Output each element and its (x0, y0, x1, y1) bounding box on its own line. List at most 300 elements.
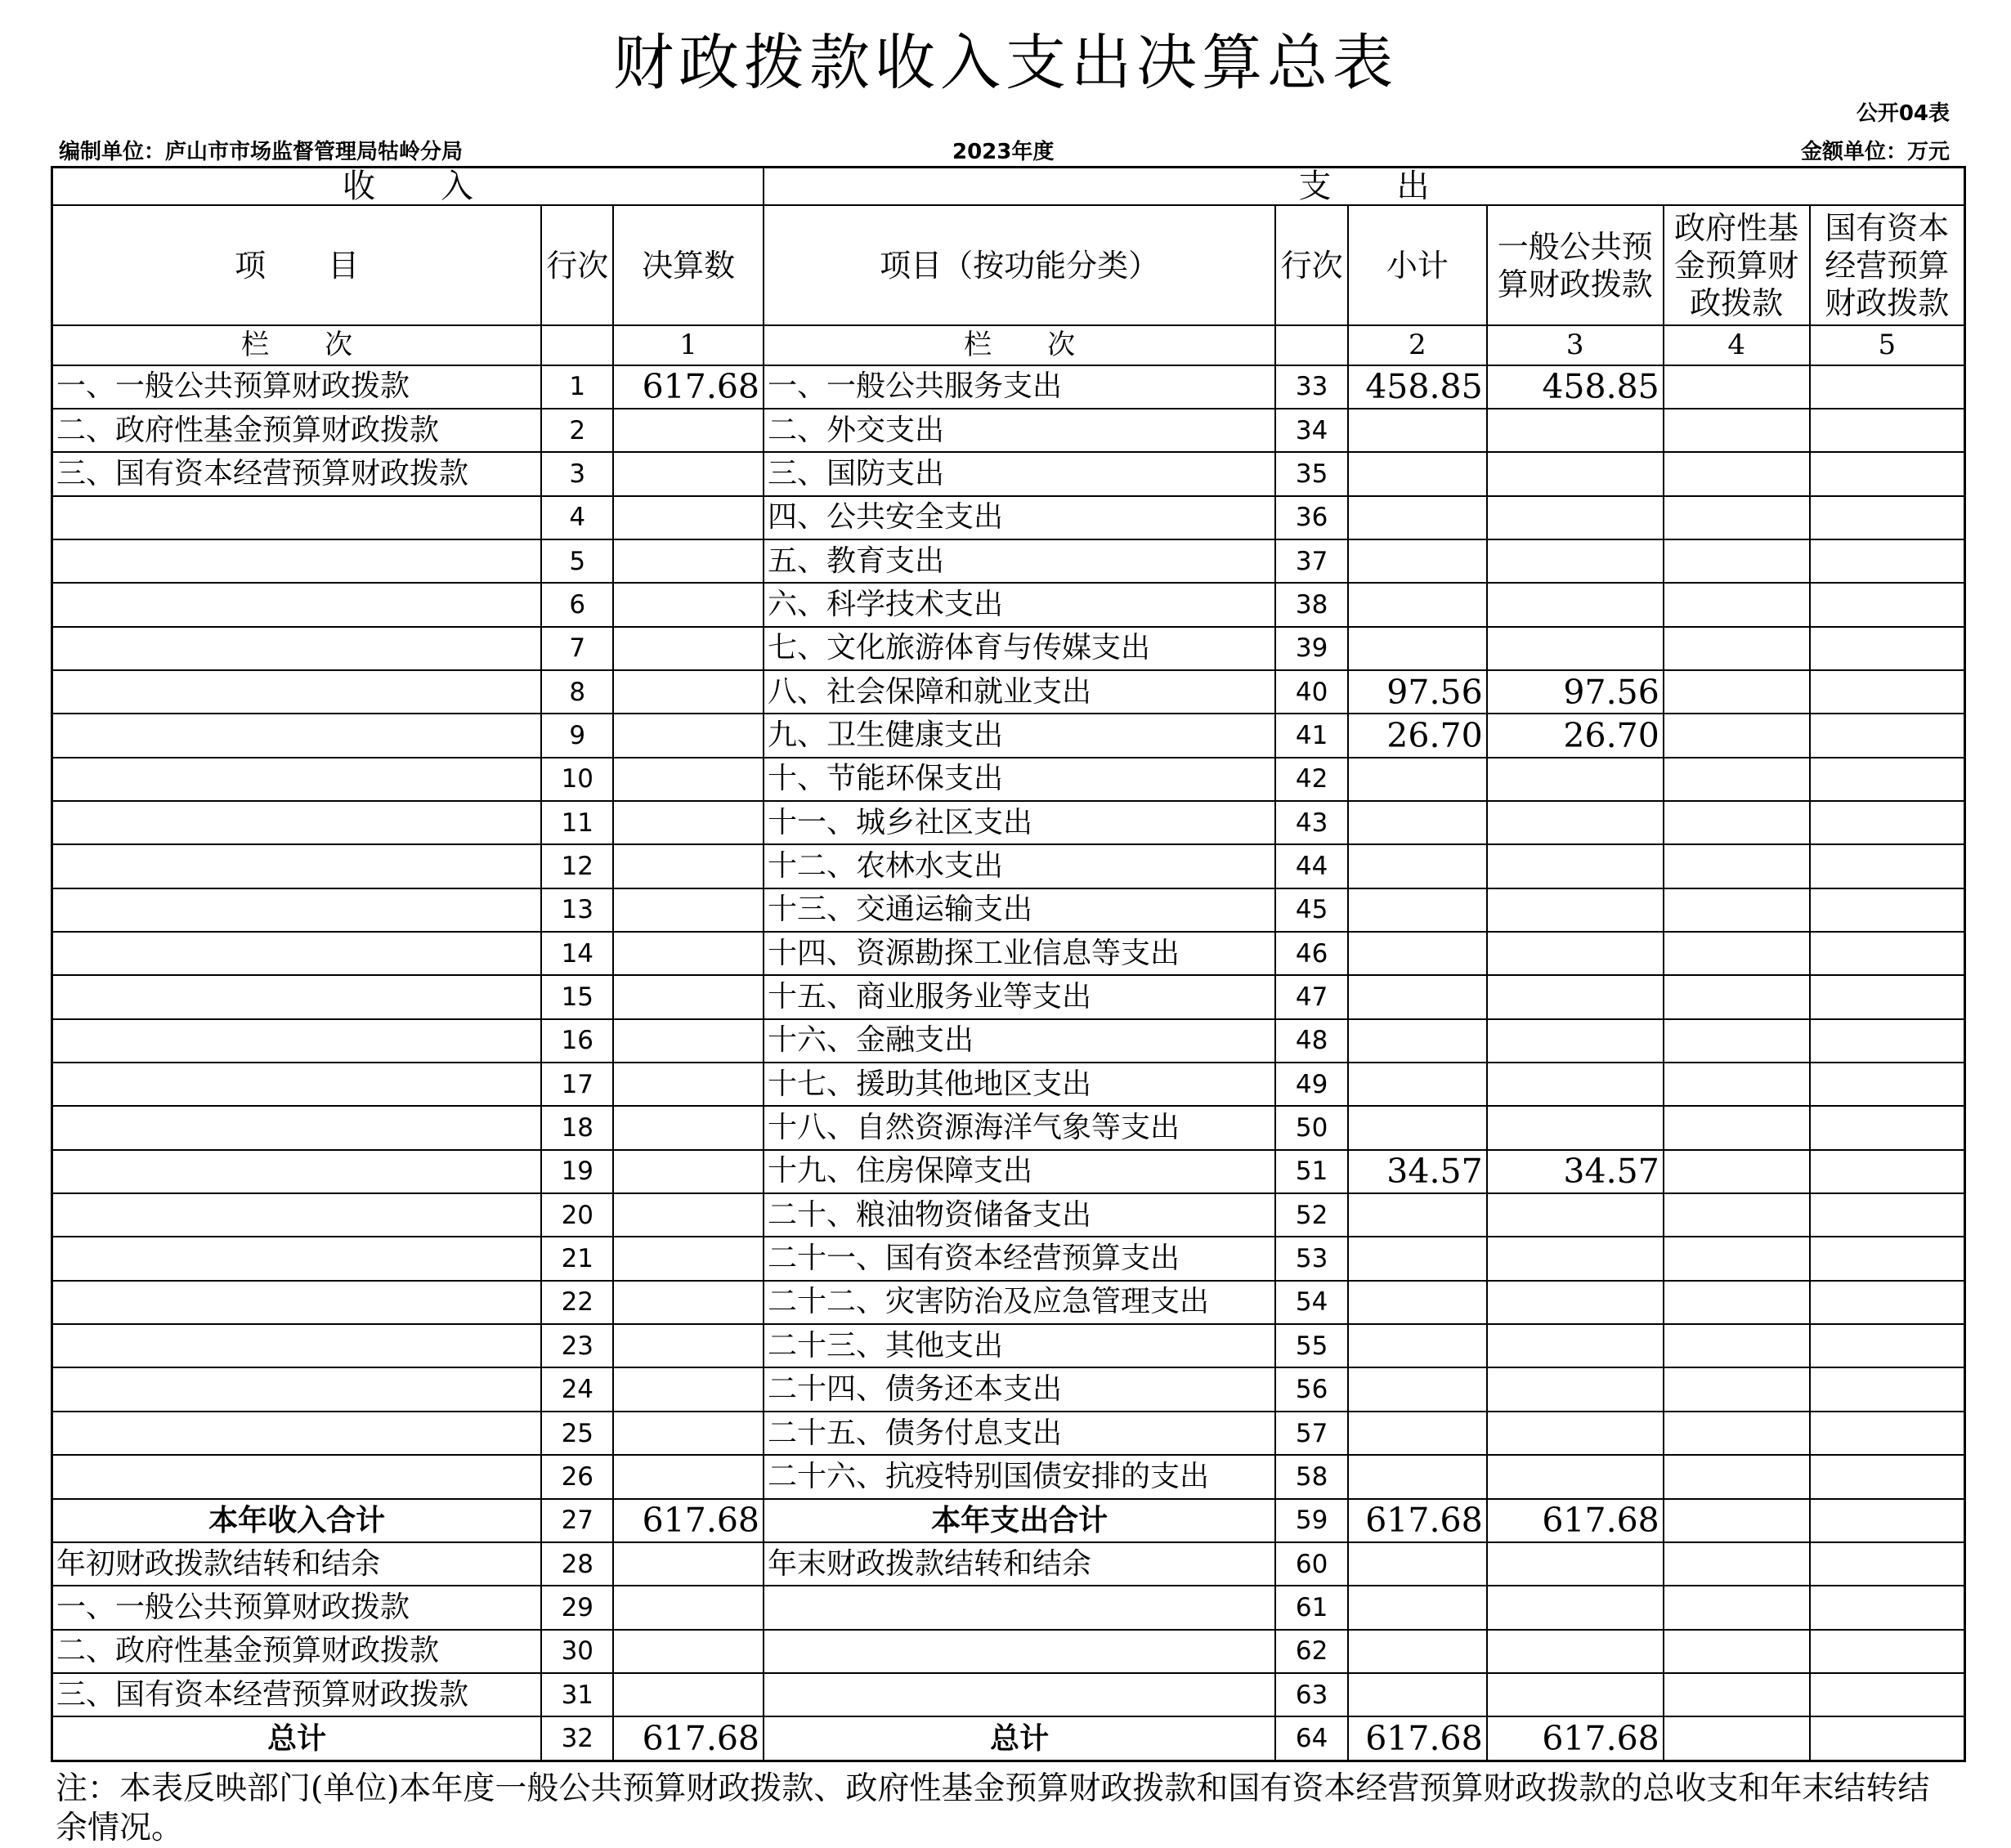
income-item-cell (52, 932, 542, 975)
table-row (52, 1237, 1965, 1280)
income-amount-cell (613, 932, 764, 975)
state-capital-cell (1810, 627, 1965, 670)
expense-item-cell: 二十五、债务付息支出 (764, 1412, 1275, 1455)
income-amount-cell (613, 1106, 764, 1149)
table-row (52, 1542, 1965, 1586)
general-budget-cell (1487, 758, 1664, 801)
expense-item-cell (764, 1673, 1275, 1716)
general-budget-cell (1487, 1542, 1664, 1586)
income-amount-cell (613, 1150, 764, 1193)
income-item-header: 项 目 (52, 205, 542, 325)
income-amount-cell: 617.68 (613, 365, 764, 409)
income-line-cell: 28 (541, 1542, 613, 1586)
income-line-cell: 8 (541, 670, 613, 714)
expense-line-cell: 34 (1275, 409, 1348, 452)
subtotal-cell (1348, 1455, 1487, 1498)
income-item-cell: 一、一般公共预算财政拨款 (52, 1586, 542, 1629)
subtotal-cell (1348, 975, 1487, 1018)
gov-fund-cell (1664, 932, 1810, 975)
table-row (52, 1716, 1965, 1761)
state-capital-cell (1810, 365, 1965, 409)
income-line-cell: 10 (541, 758, 613, 801)
table-row (52, 627, 1965, 670)
expense-section-header: 支 出 (764, 168, 1964, 206)
table-row (52, 452, 1965, 495)
expense-line-cell: 33 (1275, 365, 1348, 409)
expense-line-cell: 53 (1275, 1237, 1348, 1280)
table-row (52, 539, 1965, 583)
expense-line-cell: 51 (1275, 1150, 1348, 1193)
expense-item-cell: 总计 (764, 1716, 1275, 1761)
income-line-cell: 2 (541, 409, 613, 452)
gov-fund-cell (1664, 1019, 1810, 1063)
financial-summary-table (51, 166, 1966, 1762)
expense-line-cell: 46 (1275, 932, 1348, 975)
expense-item-cell: 二、外交支出 (764, 409, 1275, 452)
state-capital-header: 国有资本经营预算财政拨款 (1810, 205, 1965, 325)
general-budget-cell (1487, 844, 1664, 888)
income-amount-cell (613, 1367, 764, 1411)
amount-unit: 金额单位：万元 (1800, 140, 1950, 164)
expense-line-cell: 41 (1275, 714, 1348, 757)
general-budget-cell (1487, 1019, 1664, 1063)
expense-line-cell: 63 (1275, 1673, 1348, 1716)
subtotal-cell (1348, 627, 1487, 670)
form-code: 公开04表 (1856, 101, 1950, 126)
income-item-cell (52, 1193, 542, 1237)
income-line-cell: 4 (541, 496, 613, 539)
income-line-cell: 24 (541, 1367, 613, 1411)
income-item-cell (52, 1106, 542, 1149)
income-item-cell (52, 1150, 542, 1193)
expense-item-cell: 七、文化旅游体育与传媒支出 (764, 627, 1275, 670)
income-item-cell: 本年收入合计 (52, 1499, 542, 1542)
state-capital-cell (1810, 1063, 1965, 1106)
general-budget-cell (1487, 1281, 1664, 1324)
expense-item-cell: 二十六、抗疫特别国债安排的支出 (764, 1455, 1275, 1498)
general-budget-cell (1487, 1193, 1664, 1237)
gov-fund-cell (1664, 583, 1810, 626)
income-line-cell: 19 (541, 1150, 613, 1193)
income-item-cell (52, 844, 542, 888)
expense-line-cell: 40 (1275, 670, 1348, 714)
state-capital-cell (1810, 975, 1965, 1018)
general-budget-cell (1487, 801, 1664, 844)
income-amount-cell (613, 1063, 764, 1106)
general-budget-cell: 26.70 (1487, 714, 1664, 757)
income-line-cell: 30 (541, 1630, 613, 1673)
subtotal-cell: 34.57 (1348, 1150, 1487, 1193)
income-item-cell (52, 888, 542, 932)
general-budget-cell (1487, 1673, 1664, 1716)
expense-line-cell: 37 (1275, 539, 1348, 583)
state-capital-cell (1810, 1499, 1965, 1542)
table-row (52, 496, 1965, 539)
income-amount-cell (613, 1324, 764, 1367)
general-budget-cell (1487, 452, 1664, 495)
table-row (52, 1324, 1965, 1367)
table-row (52, 583, 1965, 626)
subtotal-cell (1348, 452, 1487, 495)
income-amount-cell (613, 1412, 764, 1455)
expense-item-cell: 九、卫生健康支出 (764, 714, 1275, 757)
subtotal-cell (1348, 409, 1487, 452)
gov-fund-cell (1664, 714, 1810, 757)
general-budget-cell (1487, 1063, 1664, 1106)
subtotal-cell (1348, 932, 1487, 975)
income-amount-cell (613, 496, 764, 539)
income-line-cell: 18 (541, 1106, 613, 1149)
expense-item-cell (764, 1630, 1275, 1673)
subtotal-cell (1348, 1281, 1487, 1324)
general-budget-cell (1487, 932, 1664, 975)
income-section-header: 收 入 (52, 168, 764, 206)
income-line-cell: 11 (541, 801, 613, 844)
table-row (52, 1367, 1965, 1411)
column-number-3: 3 (1487, 325, 1664, 365)
expense-item-cell: 二十一、国有资本经营预算支出 (764, 1237, 1275, 1280)
subtotal-cell (1348, 888, 1487, 932)
general-budget-cell (1487, 888, 1664, 932)
state-capital-cell (1810, 1193, 1965, 1237)
income-item-cell: 二、政府性基金预算财政拨款 (52, 409, 542, 452)
gov-fund-cell (1664, 409, 1810, 452)
gov-fund-cell (1664, 1412, 1810, 1455)
gov-fund-header: 政府性基金预算财政拨款 (1664, 205, 1810, 325)
expense-line-cell: 38 (1275, 583, 1348, 626)
income-line-cell: 26 (541, 1455, 613, 1498)
subtotal-cell (1348, 844, 1487, 888)
expense-item-cell: 十五、商业服务业等支出 (764, 975, 1275, 1018)
state-capital-cell (1810, 1455, 1965, 1498)
general-budget-cell (1487, 975, 1664, 1018)
expense-line-cell: 43 (1275, 801, 1348, 844)
gov-fund-cell (1664, 1586, 1810, 1629)
table-row (52, 1673, 1965, 1716)
table-row (52, 1019, 1965, 1063)
income-amount-cell (613, 452, 764, 495)
state-capital-cell (1810, 714, 1965, 757)
general-budget-cell (1487, 1586, 1664, 1629)
income-line-cell: 9 (541, 714, 613, 757)
income-line-cell: 17 (541, 1063, 613, 1106)
income-amount-cell (613, 1542, 764, 1586)
expense-line-cell: 59 (1275, 1499, 1348, 1542)
expense-item-cell: 六、科学技术支出 (764, 583, 1275, 626)
expense-line-cell: 54 (1275, 1281, 1348, 1324)
subtotal-cell (1348, 539, 1487, 583)
subtotal-cell: 458.85 (1348, 365, 1487, 409)
subtotal-cell (1348, 1106, 1487, 1149)
income-item-cell (52, 714, 542, 757)
expense-item-cell: 年末财政拨款结转和结余 (764, 1542, 1275, 1586)
table-row (52, 1630, 1965, 1673)
subtotal-cell (1348, 801, 1487, 844)
expense-item-cell: 十九、住房保障支出 (764, 1150, 1275, 1193)
state-capital-cell (1810, 1150, 1965, 1193)
income-amount-cell (613, 1193, 764, 1237)
expense-item-cell: 二十、粮油物资储备支出 (764, 1193, 1275, 1237)
general-budget-cell (1487, 1412, 1664, 1455)
income-line-cell: 29 (541, 1586, 613, 1629)
gov-fund-cell (1664, 496, 1810, 539)
table-row (52, 1586, 1965, 1629)
gov-fund-cell (1664, 1673, 1810, 1716)
subtotal-cell (1348, 1412, 1487, 1455)
expense-item-cell: 十三、交通运输支出 (764, 888, 1275, 932)
subtotal-cell (1348, 1063, 1487, 1106)
subtotal-cell (1348, 1193, 1487, 1237)
table-row (52, 975, 1965, 1018)
expense-item-cell (764, 1586, 1275, 1629)
income-item-cell: 总计 (52, 1716, 542, 1761)
income-line-cell: 5 (541, 539, 613, 583)
income-line-cell: 21 (541, 1237, 613, 1280)
income-item-cell: 一、一般公共预算财政拨款 (52, 365, 542, 409)
expense-item-cell: 二十三、其他支出 (764, 1324, 1275, 1367)
state-capital-cell (1810, 1324, 1965, 1367)
subtotal-cell: 617.68 (1348, 1499, 1487, 1542)
gov-fund-cell (1664, 365, 1810, 409)
state-capital-cell (1810, 758, 1965, 801)
expense-line-cell: 50 (1275, 1106, 1348, 1149)
general-budget-cell: 34.57 (1487, 1150, 1664, 1193)
subtotal-cell (1348, 758, 1487, 801)
subtotal-cell (1348, 1367, 1487, 1411)
income-amount-cell (613, 714, 764, 757)
state-capital-cell (1810, 1673, 1965, 1716)
income-amount-cell (613, 888, 764, 932)
income-amount-cell (613, 1673, 764, 1716)
income-line-cell: 3 (541, 452, 613, 495)
expense-item-cell: 十、节能环保支出 (764, 758, 1275, 801)
income-amount-cell (613, 583, 764, 626)
expense-line-cell: 61 (1275, 1586, 1348, 1629)
expense-line-cell: 58 (1275, 1455, 1348, 1498)
subtotal-cell (1348, 496, 1487, 539)
income-amount-cell (613, 1630, 764, 1673)
reporting-unit: 编制单位：庐山市市场监督管理局牯岭分局 (59, 140, 464, 164)
expense-item-cell: 十七、援助其他地区支出 (764, 1063, 1275, 1106)
state-capital-cell (1810, 496, 1965, 539)
expense-line-cell: 42 (1275, 758, 1348, 801)
state-capital-cell (1810, 1281, 1965, 1324)
expense-line-cell: 60 (1275, 1542, 1348, 1586)
gov-fund-cell (1664, 1716, 1810, 1761)
income-amount-cell: 617.68 (613, 1499, 764, 1542)
table-row (52, 1106, 1965, 1149)
expense-line-cell: 47 (1275, 975, 1348, 1018)
income-item-cell (52, 1237, 542, 1280)
income-line-cell: 27 (541, 1499, 613, 1542)
income-amount-cell (613, 539, 764, 583)
subtotal-cell: 97.56 (1348, 670, 1487, 714)
expense-item-cell: 十八、自然资源海洋气象等支出 (764, 1106, 1275, 1149)
income-amount-cell (613, 1281, 764, 1324)
state-capital-cell (1810, 1367, 1965, 1411)
table-row (52, 1150, 1965, 1193)
gov-fund-cell (1664, 1455, 1810, 1498)
income-line-cell: 15 (541, 975, 613, 1018)
expense-item-cell: 十二、农林水支出 (764, 844, 1275, 888)
income-item-cell (52, 975, 542, 1018)
expense-line-cell: 62 (1275, 1630, 1348, 1673)
income-amount-cell (613, 801, 764, 844)
general-budget-cell (1487, 1237, 1664, 1280)
gov-fund-cell (1664, 539, 1810, 583)
income-item-cell (52, 1281, 542, 1324)
expense-item-cell: 十四、资源勘探工业信息等支出 (764, 932, 1275, 975)
general-budget-cell (1487, 1455, 1664, 1498)
income-item-cell (52, 801, 542, 844)
subtotal-cell: 26.70 (1348, 714, 1487, 757)
final-amount-header: 决算数 (613, 205, 764, 325)
general-budget-cell: 617.68 (1487, 1499, 1664, 1542)
table-row (52, 1281, 1965, 1324)
expense-line-cell: 57 (1275, 1412, 1348, 1455)
income-item-cell (52, 627, 542, 670)
expense-line-cell: 44 (1275, 844, 1348, 888)
expense-line-cell: 64 (1275, 1716, 1348, 1761)
column-number-1: 1 (613, 325, 764, 365)
general-budget-cell (1487, 1106, 1664, 1149)
income-item-cell (52, 758, 542, 801)
income-item-cell (52, 1367, 542, 1411)
income-line-cell: 25 (541, 1412, 613, 1455)
table-row (52, 1499, 1965, 1542)
subtotal-cell (1348, 1586, 1487, 1629)
general-budget-cell: 617.68 (1487, 1716, 1664, 1761)
general-budget-cell (1487, 583, 1664, 626)
income-amount-cell (613, 1237, 764, 1280)
state-capital-cell (1810, 539, 1965, 583)
income-item-cell (52, 583, 542, 626)
general-budget-cell (1487, 1630, 1664, 1673)
expense-line-cell: 35 (1275, 452, 1348, 495)
gov-fund-cell (1664, 801, 1810, 844)
income-line-header: 行次 (541, 205, 613, 325)
expense-item-cell: 本年支出合计 (764, 1499, 1275, 1542)
income-amount-cell (613, 1455, 764, 1498)
income-line-cell: 32 (541, 1716, 613, 1761)
footnote: 注：本表反映部门(单位)本年度一般公共预算财政拨款、政府性基金预算财政拨款和国有资本经营预算财政拨款的总收支和年末结转结余情况。 (56, 1770, 1930, 1846)
table-row (52, 365, 1965, 409)
income-amount-cell (613, 975, 764, 1018)
subtotal-cell: 617.68 (1348, 1716, 1487, 1761)
gov-fund-cell (1664, 1237, 1810, 1280)
expense-line-cell: 36 (1275, 496, 1348, 539)
expense-line-cell: 48 (1275, 1019, 1348, 1063)
expense-item-cell: 三、国防支出 (764, 452, 1275, 495)
table-row (52, 758, 1965, 801)
state-capital-cell (1810, 1106, 1965, 1149)
document-title: 财政拨款收入支出决算总表 (613, 28, 1398, 98)
income-item-cell (52, 1019, 542, 1063)
expense-item-cell: 四、公共安全支出 (764, 496, 1275, 539)
table-row (52, 888, 1965, 932)
income-amount-cell (613, 844, 764, 888)
table-row (52, 670, 1965, 714)
gov-fund-cell (1664, 452, 1810, 495)
gov-fund-cell (1664, 975, 1810, 1018)
gov-fund-cell (1664, 1542, 1810, 1586)
column-number-row (52, 325, 1965, 365)
income-amount-cell (613, 1586, 764, 1629)
state-capital-cell (1810, 670, 1965, 714)
income-line-cell: 1 (541, 365, 613, 409)
state-capital-cell (1810, 452, 1965, 495)
income-amount-cell (613, 758, 764, 801)
expense-item-cell: 十六、金融支出 (764, 1019, 1275, 1063)
subtotal-cell (1348, 1673, 1487, 1716)
general-budget-cell: 97.56 (1487, 670, 1664, 714)
expense-item-cell: 五、教育支出 (764, 539, 1275, 583)
state-capital-cell (1810, 844, 1965, 888)
state-capital-cell (1810, 1237, 1965, 1280)
expense-line-cell: 39 (1275, 627, 1348, 670)
column-number-5: 5 (1810, 325, 1965, 365)
gov-fund-cell (1664, 1281, 1810, 1324)
gov-fund-cell (1664, 1324, 1810, 1367)
table-row (52, 1193, 1965, 1237)
income-line-cell: 13 (541, 888, 613, 932)
income-item-cell: 二、政府性基金预算财政拨款 (52, 1630, 542, 1673)
general-budget-cell (1487, 409, 1664, 452)
fiscal-year: 2023年度 (952, 140, 1055, 164)
gov-fund-cell (1664, 1367, 1810, 1411)
income-line-blank (541, 325, 613, 365)
gov-fund-cell (1664, 1630, 1810, 1673)
section-header-row (52, 168, 1965, 206)
table-row (52, 1455, 1965, 1498)
expense-item-cell: 二十二、灾害防治及应急管理支出 (764, 1281, 1275, 1324)
column-number-2: 2 (1348, 325, 1487, 365)
expense-line-cell: 55 (1275, 1324, 1348, 1367)
expense-column-label: 栏 次 (764, 325, 1275, 365)
gov-fund-cell (1664, 758, 1810, 801)
subtotal-cell (1348, 583, 1487, 626)
general-budget-cell (1487, 1367, 1664, 1411)
income-line-cell: 7 (541, 627, 613, 670)
state-capital-cell (1810, 1412, 1965, 1455)
subtotal-cell (1348, 1019, 1487, 1063)
table-row (52, 409, 1965, 452)
income-item-cell (52, 496, 542, 539)
state-capital-cell (1810, 801, 1965, 844)
expense-line-cell: 56 (1275, 1367, 1348, 1411)
income-item-cell: 年初财政拨款结转和结余 (52, 1542, 542, 1586)
state-capital-cell (1810, 1716, 1965, 1761)
income-line-cell: 14 (541, 932, 613, 975)
gov-fund-cell (1664, 1106, 1810, 1149)
state-capital-cell (1810, 1630, 1965, 1673)
general-budget-cell (1487, 539, 1664, 583)
gov-fund-cell (1664, 627, 1810, 670)
column-header-row (52, 205, 1965, 325)
table-row (52, 932, 1965, 975)
subtotal-cell (1348, 1237, 1487, 1280)
income-line-cell: 16 (541, 1019, 613, 1063)
general-budget-cell (1487, 1324, 1664, 1367)
income-amount-cell (613, 670, 764, 714)
income-item-cell (52, 1455, 542, 1498)
subtotal-header: 小计 (1348, 205, 1487, 325)
gov-fund-cell (1664, 670, 1810, 714)
table-row (52, 844, 1965, 888)
gov-fund-cell (1664, 1499, 1810, 1542)
income-item-cell (52, 539, 542, 583)
table-row (52, 1412, 1965, 1455)
